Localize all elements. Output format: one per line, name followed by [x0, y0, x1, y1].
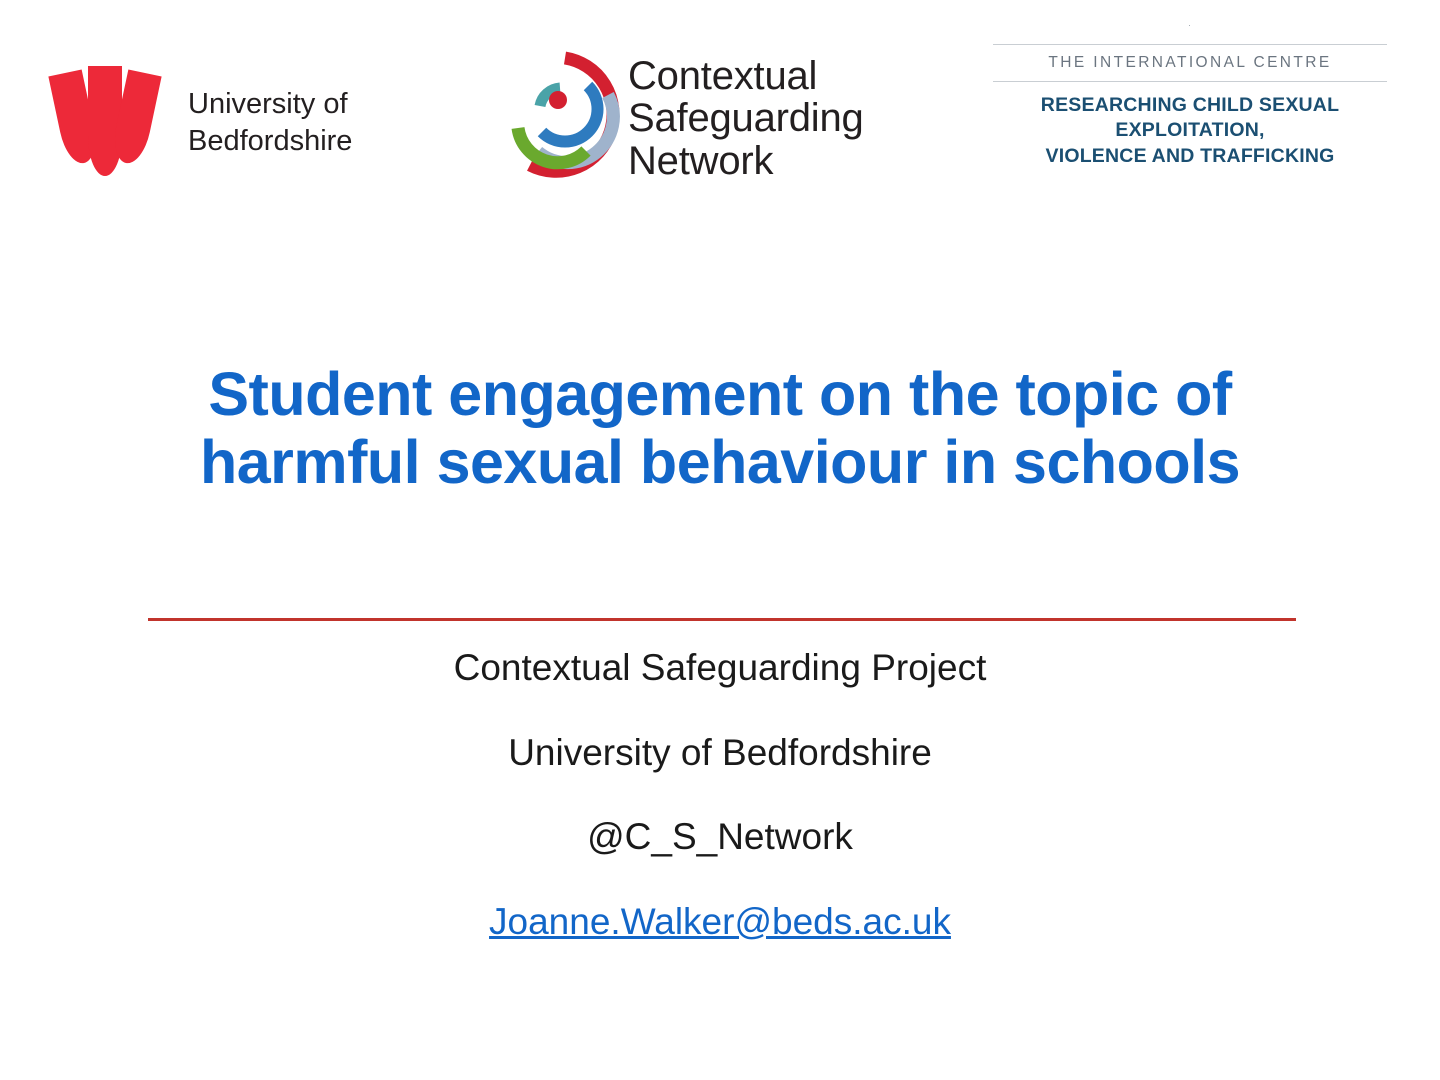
bedfordshire-flower-icon	[48, 66, 178, 181]
slide-title: Student engagement on the topic of harmful sexual behaviour in schools	[199, 360, 1241, 497]
subtitle-block	[120, 648, 1320, 943]
network-logo-line1: Contextual	[628, 54, 818, 98]
network-logo-line3: Network	[628, 138, 774, 183]
subtitle-university: University of Bedfordshire	[508, 731, 932, 773]
international-centre-main-line1: RESEARCHING CHILD SEXUAL EXPLOITATION,	[1040, 94, 1340, 142]
contextual-safeguarding-network-logo	[500, 45, 920, 200]
international-centre-top-line: THE INTERNATIONAL CENTRE	[1048, 54, 1332, 71]
logo-band	[0, 0, 1440, 225]
university-logo-line1: University of	[188, 88, 348, 120]
international-centre-mark: ·	[1188, 20, 1192, 30]
network-logo-text	[628, 55, 864, 182]
contact-email-link[interactable]: Joanne.Walker@beds.ac.uk	[489, 901, 951, 943]
divider-rule-top	[993, 44, 1387, 45]
university-logo-text	[188, 86, 352, 159]
divider-rule-bottom	[993, 81, 1387, 82]
title-divider	[148, 618, 1296, 621]
university-of-bedfordshire-logo	[48, 58, 388, 193]
international-centre-main-text	[975, 93, 1405, 169]
safeguarding-swirl-icon	[500, 50, 630, 180]
international-centre-main-line2: VIOLENCE AND TRAFFICKING	[1045, 144, 1335, 167]
university-logo-line2: Bedfordshire	[188, 124, 353, 157]
subtitle-twitter-handle: @C_S_Network	[587, 816, 853, 858]
international-centre-logo	[975, 20, 1405, 185]
network-logo-line2: Safeguarding	[628, 96, 864, 141]
subtitle-project: Contextual Safeguarding Project	[453, 647, 987, 688]
